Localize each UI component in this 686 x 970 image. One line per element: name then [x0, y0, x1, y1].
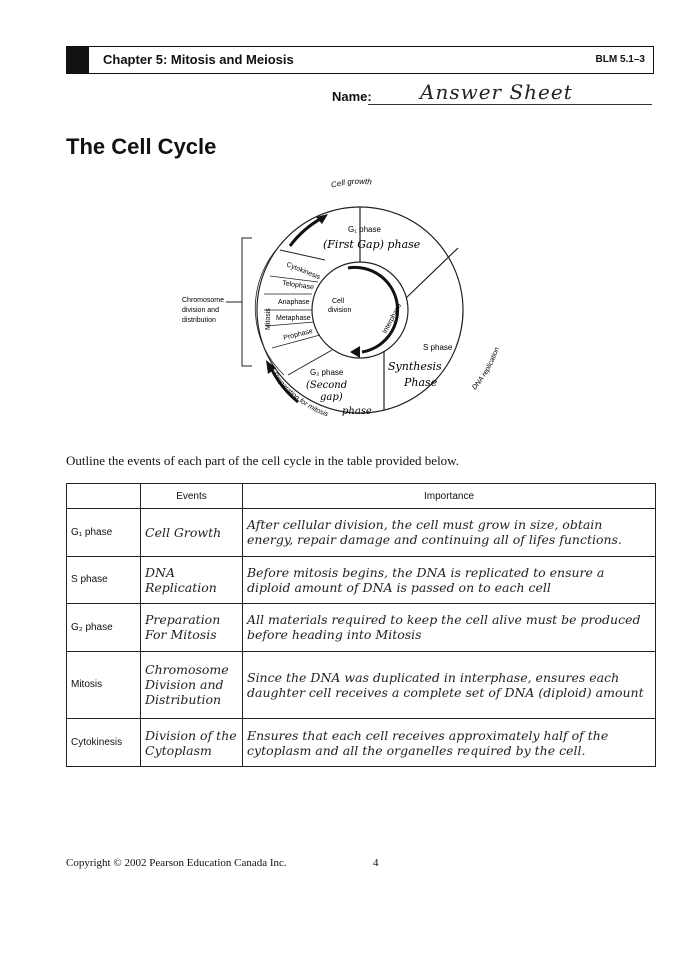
- table-row: [67, 651, 656, 719]
- chromosome-bracket: [242, 238, 252, 366]
- copyright-footer: Copyright © 2002 Pearson Education Canada Inc.: [66, 857, 287, 869]
- row-importance: Before mitosis begins, the DNA is replicated to ensure a diploid amount of DNA is passed on to each cell: [243, 556, 656, 604]
- g2-phase-label: G₂ phase: [310, 368, 344, 377]
- row-importance: Ensures that each cell receives approximately half of the cytoplasm and all the organelles required by the cell.: [243, 719, 656, 767]
- cell-division-label-2: division: [328, 307, 352, 314]
- row-importance: After cellular division, the cell must grow in size, obtain energy, repair damage and continuing all of lifes functions.: [243, 509, 656, 557]
- blm-code: BLM 5.1–3: [595, 54, 645, 65]
- cell-division-label-1: Cell: [332, 298, 345, 305]
- interphase-label: Interphase: [381, 302, 404, 335]
- header-events: Events: [141, 484, 243, 509]
- name-line: [368, 104, 652, 105]
- table-header-row: [67, 484, 656, 509]
- dna-replication-label: DNA replication: [471, 346, 501, 392]
- mitosis-label: Mitosis: [265, 308, 272, 330]
- row-phase: S phase: [67, 556, 141, 604]
- chapter-header: [66, 46, 654, 74]
- table-row: [67, 719, 656, 767]
- metaphase-label: Metaphase: [276, 315, 311, 322]
- header-black-tab: [67, 47, 89, 73]
- prep-mitosis-label: Preparation for mitosis: [270, 371, 329, 419]
- row-event: Cell Growth: [141, 509, 243, 557]
- row-event: Preparation For Mitosis: [141, 604, 243, 652]
- g1-phase-label: G₁ phase: [348, 225, 381, 234]
- instructions-text: Outline the events of each part of the cell cycle in the table provided below.: [66, 453, 459, 468]
- g2-phase-note-2: gap): [320, 392, 343, 403]
- row-event: Division of the Cytoplasm: [141, 719, 243, 767]
- row-phase: Cytokinesis: [67, 719, 141, 767]
- s-phase-note-2: Phase: [404, 376, 438, 389]
- chromosome-label-1: Chromosome: [182, 297, 225, 304]
- table-row: [67, 604, 656, 652]
- anaphase-label: Anaphase: [278, 299, 310, 306]
- row-importance: All materials required to keep the cell alive must be produced before heading into Mitosis: [243, 604, 656, 652]
- telophase-label: Telophase: [281, 280, 315, 292]
- s-phase-note-1: Synthesis: [388, 360, 442, 373]
- name-label: Name:: [332, 89, 372, 104]
- name-value: Answer Sheet: [420, 80, 573, 104]
- s-phase-label: S phase: [423, 343, 453, 352]
- chapter-title: Chapter 5: Mitosis and Meiosis: [103, 52, 294, 67]
- cytokinesis-label: Cytokinesis: [285, 261, 322, 282]
- g2-phase-note-1: (Second: [306, 380, 348, 391]
- header-importance: Importance: [243, 484, 656, 509]
- g1-phase-note: (First Gap) phase: [323, 238, 421, 251]
- cell-growth-label: Cell growth: [330, 176, 373, 190]
- row-phase: Mitosis: [67, 651, 141, 719]
- events-table: [66, 483, 656, 767]
- row-event: Chromosome Division and Distribution: [141, 651, 243, 719]
- row-event: DNA Replication: [141, 556, 243, 604]
- row-phase: G₂ phase: [67, 604, 141, 652]
- cell-cycle-diagram: [160, 170, 540, 440]
- chromosome-label-2: division and: [182, 307, 219, 314]
- table-row: [67, 556, 656, 604]
- row-importance: Since the DNA was duplicated in interphase, ensures each daughter cell receives a complete set of DNA (diploid) amount: [243, 651, 656, 719]
- table-row: [67, 509, 656, 557]
- chromosome-label-3: distribution: [182, 317, 216, 324]
- page-number: 4: [373, 857, 379, 869]
- g2-phase-note-3: phase: [342, 406, 372, 417]
- page-title: The Cell Cycle: [66, 134, 217, 159]
- header-blank: [67, 484, 141, 509]
- row-phase: G₁ phase: [67, 509, 141, 557]
- prophase-label: Prophase: [282, 327, 314, 342]
